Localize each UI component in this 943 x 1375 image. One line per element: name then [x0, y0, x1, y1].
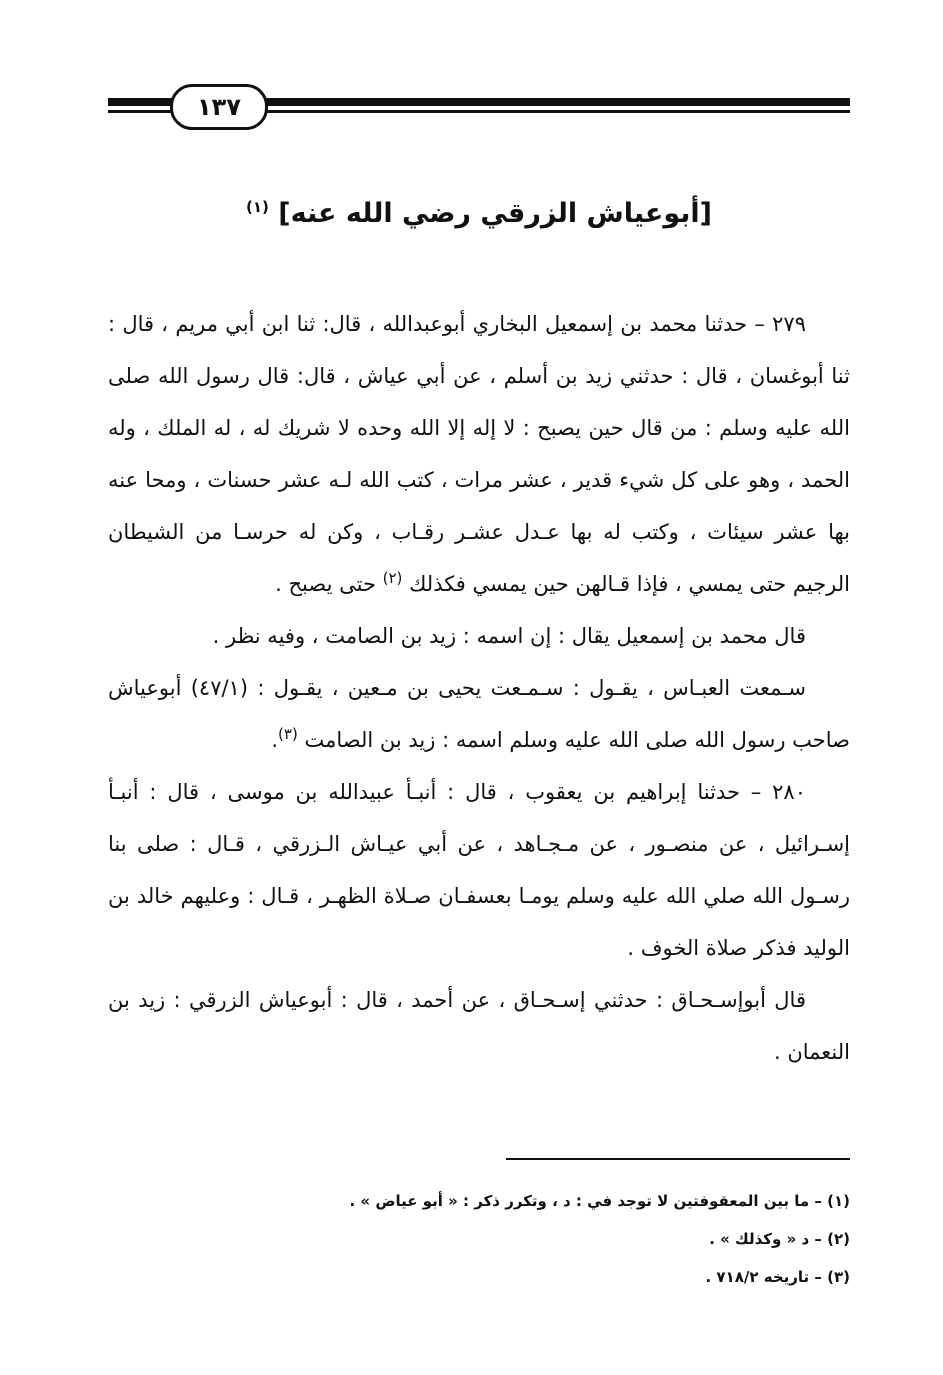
footnote-ref: (٣): [278, 725, 298, 743]
page-number: ١٣٧: [170, 84, 268, 130]
body-text: [108, 298, 850, 1078]
section-title: [108, 192, 850, 236]
footnote-ref: (٢): [382, 569, 403, 587]
paragraph-text: ٢٨٠ – حدثنا إبراهيم بن يعقوب ، قال : أنبـأ عبيدالله بن موسى ، قال : أنبـأ إسـرائيل ، عن منصـور ، عن مـجـاهد ، عن أبي عيـاش الـزرقي ، قـال : صلى بنا رسـول الله صلي الله عليه وسلم يومـا بعسفـان صـلاة الظهـر ، قـال : وعليهم خالد بن الوليد فذكر صلاة الخوف .: [108, 780, 850, 960]
footnote-3: (٣) – تاريخه ٧١٨/٢ .: [705, 1268, 850, 1286]
paragraph-comment-bukhari: [108, 610, 850, 662]
paragraph-text: قال محمد بن إسمعيل يقال : إن اسمه : زيد بن الصامت ، وفيه نظر .: [212, 624, 806, 648]
footnote-1: (١) – ما بين المعقوفتين لا توجد في : د ، وتكرر ذكر : « أبو عياض » .: [349, 1192, 850, 1210]
footnotes: [108, 1182, 850, 1296]
footnote-divider: [506, 1158, 850, 1160]
paragraph-tail: .: [271, 728, 279, 752]
paragraph-abu-ishaq: [108, 974, 850, 1078]
paragraph-hadith-279: [108, 298, 850, 610]
paragraph-abbas-report: [108, 662, 850, 766]
paragraph-text: قال أبوإسـحـاق : حدثني إسـحـاق ، عن أحمد ، قال : أبوعياش الزرقي : زيد بن النعمان .: [108, 988, 850, 1064]
paragraph-text: سـمعت العبـاس ، يقـول : سـمـعت يحيى بن مـعين ، يقـول : (٤٧/١) أبوعياش صاحب رسول الله صلى الله عليه وسلم اسمه : زيد بن الصامت: [108, 676, 850, 752]
paragraph-text: ٢٧٩ – حدثنا محمد بن إسمعيل البخاري أبوعبدالله ، قال: ثنا ابن أبي مريم ، قال : ثنا أبوغسان ، قال : حدثني زيد بن أسلم ، عن أبي عياش ، قال: قال رسول الله صلى الله عليه وسلم : من قال حين يصبح : لا إله إلا الله وحده لا شريك له ، له الملك ، وله الحمد ، وهو على كل شيء قدير ، عشر مرات ، كتب الله لـه عشر حسنات ، ومحا عنه بها عشر سيئات ، وكتب له بها عـدل عشـر رقـاب ، وكن له حرسـا من الشيطان الرجيم حتى يمسي ، فإذا قـالهن حين يمسي فكذلك: [108, 312, 850, 596]
paragraph-tail: حتى يصبح .: [275, 572, 376, 596]
footnote-2: (٢) – د « وكذلك » .: [709, 1230, 850, 1248]
section-title-text: [أبوعياش الزرقي رضي الله عنه]: [278, 198, 713, 229]
title-footnote-ref: (١): [245, 198, 269, 216]
page-header: [108, 84, 850, 128]
paragraph-hadith-280: [108, 766, 850, 974]
